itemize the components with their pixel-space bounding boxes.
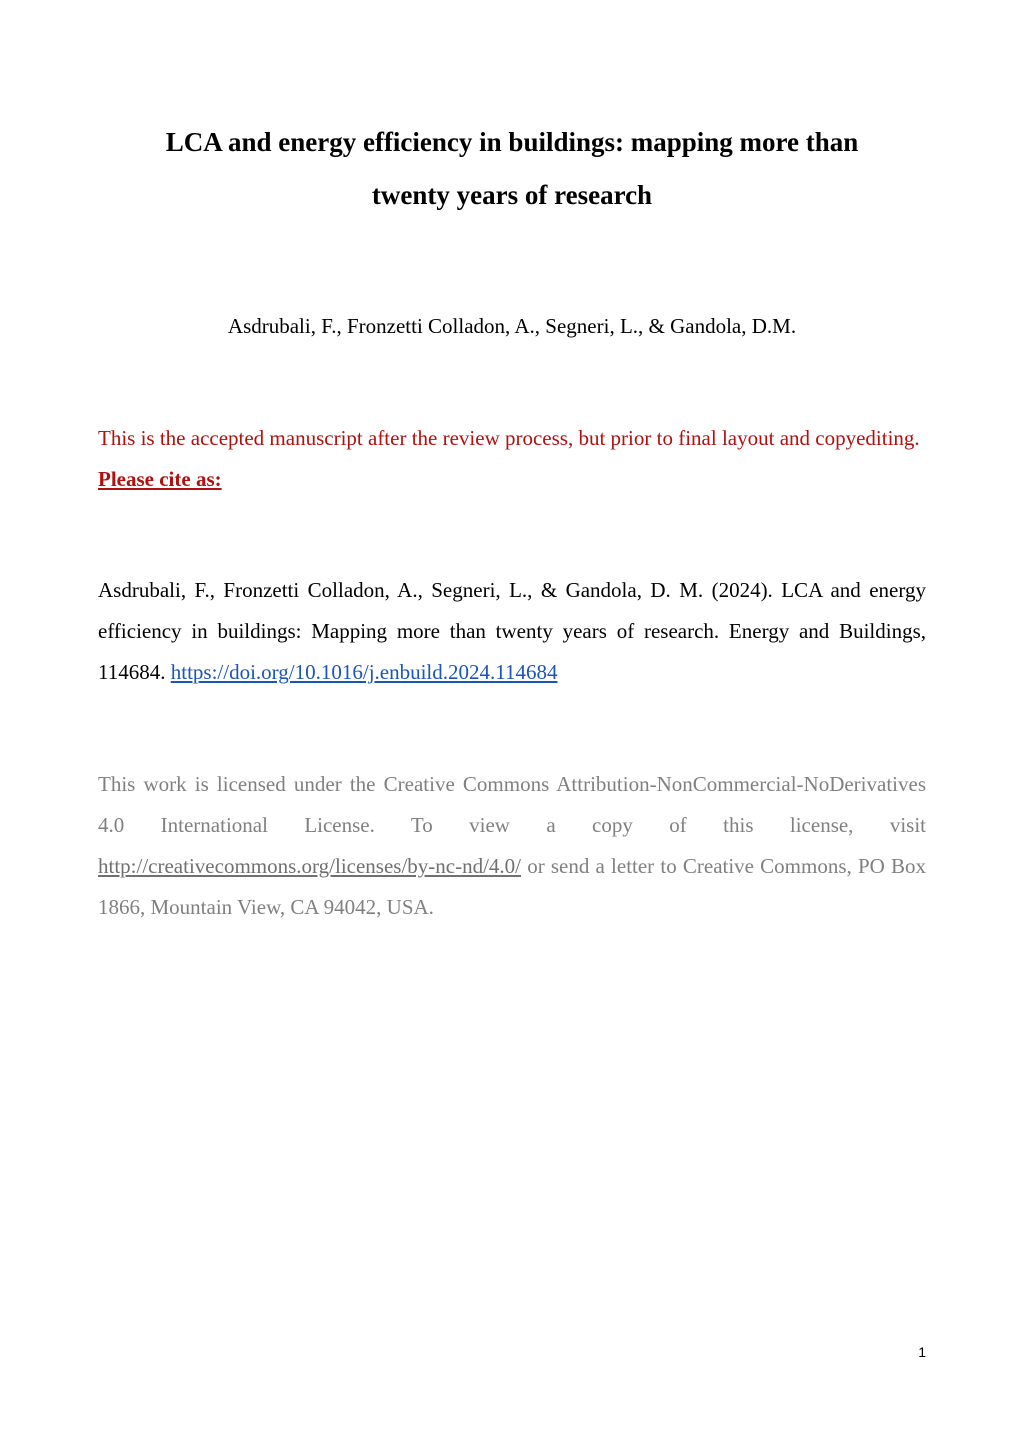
cite-as-label: Please cite as: <box>98 467 222 491</box>
paper-title <box>98 116 926 222</box>
doi-link[interactable]: https://doi.org/10.1016/j.enbuild.2024.114684 <box>170 660 558 684</box>
paper-title-line-1: LCA and energy efficiency in buildings: mapping more than <box>165 127 859 157</box>
license-text-after: or send a letter to Creative Commons, PO Box 1866, Mountain View, CA 94042, USA. <box>98 854 926 919</box>
manuscript-notice <box>98 418 926 500</box>
author-list: Asdrubali, F., Fronzetti Colladon, A., Segneri, L., & Gandola, D.M. <box>227 314 797 338</box>
creative-commons-link[interactable]: http://creativecommons.org/licenses/by-nc-nd/4.0/ <box>98 854 522 878</box>
notice-text: This is the accepted manuscript after the review process, but prior to final layout and copyediting. <box>98 426 920 450</box>
page-number: 1 <box>918 1344 926 1360</box>
citation-reference <box>98 570 926 693</box>
license-text-before: This work is licensed under the Creative Commons Attribution-NonCommercial-NoDerivatives 4.0 International License. To view a copy of this license, visit <box>98 772 926 837</box>
license-statement <box>98 764 926 928</box>
citation-text: Asdrubali, F., Fronzetti Colladon, A., Segneri, L., & Gandola, D. M. (2024). LCA and energy efficiency in buildings: Mapping more than twenty years of research. Energy and Buildings, 114684. <box>98 578 926 684</box>
paper-title-line-2: twenty years of research <box>371 180 653 210</box>
